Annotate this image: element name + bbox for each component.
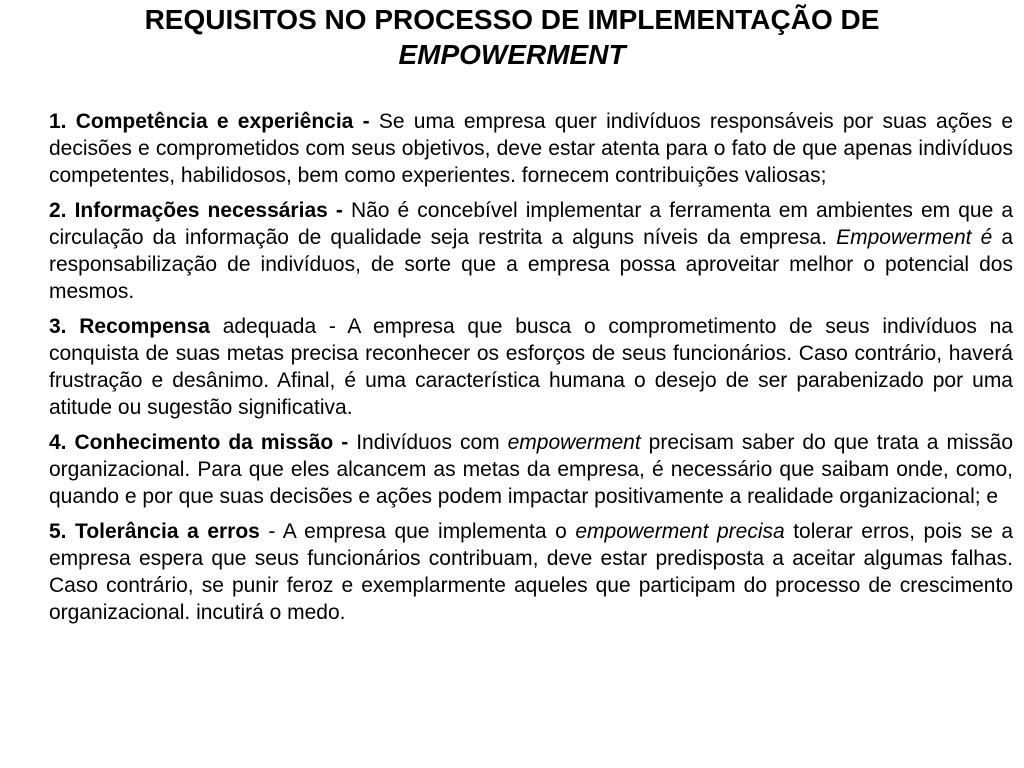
- requirement-text: Não é concebível implementar a ferramenta em ambientes em que a circulação da informação de qualidade seja restrita a alguns níveis da empresa.: [49, 199, 1013, 249]
- requirement-item-1: [49, 108, 1013, 189]
- requirement-item-3: [49, 313, 1013, 421]
- requirement-item-5: [49, 518, 1013, 626]
- requirement-text: a responsabilização de indivíduos, de sorte que a empresa possa aproveitar melhor o potencial dos mesmos.: [49, 226, 1014, 303]
- requirement-text: - A empresa que implementa o: [259, 520, 576, 543]
- requirement-heading: 5. Tolerância a erros: [49, 520, 260, 543]
- requirement-heading: 1. Competência e experiência -: [49, 110, 370, 133]
- requirement-emphasis: empowerment: [507, 431, 641, 454]
- requirement-text: tolerar erros, pois se a empresa espera que seus funcionários contribuam, deve estar predisposta a aceitar algumas falhas. Caso contrário, se punir feroz e exemplarmente aqueles que participam do processo de crescimento organizacional. incutirá o medo.: [49, 520, 1013, 624]
- requirement-text: precisam saber do que trata a missão organizacional. Para que eles alcancem as metas da empresa, é necessário que saibam onde, como, quando e por que suas decisões e ações podem impactar positivamente a realidade organizacional; e: [49, 431, 1013, 508]
- requirement-emphasis: empowerment precisa: [575, 520, 785, 543]
- requirement-item-4: [49, 429, 1013, 510]
- requirement-emphasis: Empowerment é: [836, 226, 993, 249]
- requirement-heading: 4. Conhecimento da missão -: [49, 431, 349, 454]
- requirement-text: adequada - A empresa que busca o comprometimento de seus indivíduos na conquista de suas metas precisa reconhecer os esforços de seus funcionários. Caso contrário, haverá frustração e desânimo. Afinal, é uma característica humana o desejo de ser parabenizado por uma atitude ou sugestão significativa.: [49, 315, 1013, 419]
- requirement-item-2: [49, 197, 1013, 305]
- requirement-text: Se uma empresa quer indivíduos responsáveis por suas ações e decisões e comprometidos com seus objetivos, deve estar atenta para o fato de que apenas indivíduos competentes, habilidosos, bem como experientes. fornecem contribuições valiosas;: [49, 110, 1013, 187]
- slide-title-line1: REQUISITOS NO PROCESSO DE IMPLEMENTAÇÃO DE: [144, 4, 880, 35]
- slide-title: [20, 2, 1004, 72]
- requirement-heading: 3. Recompensa: [49, 315, 210, 338]
- requirements-list: [49, 108, 1013, 634]
- requirement-text: Indivíduos com: [348, 431, 508, 454]
- slide-title-line2: EMPOWERMENT: [398, 39, 626, 70]
- requirement-heading: 2. Informações necessárias -: [49, 199, 343, 222]
